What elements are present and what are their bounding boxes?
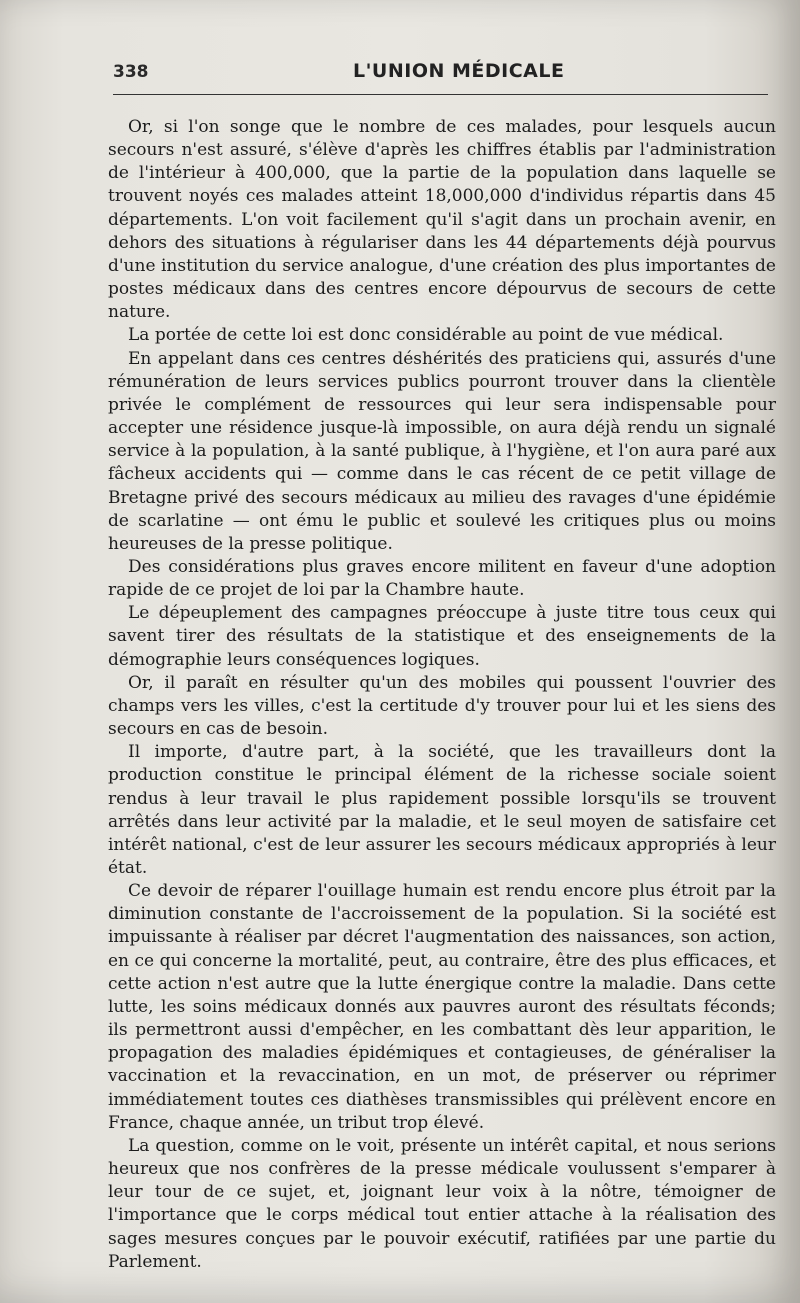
paragraph: Des considérations plus graves encore militent en faveur d'une adoption rapide de ce projet de loi par la Chambre haute. [108, 556, 776, 601]
paragraph: La question, comme on le voit, présente un intérêt capital, et nous serions heureux que nos confrères de la presse médicale voulussent s'emparer à leur tour de ce sujet, et, joignant leur voix à la nôtre, témoigner de l'importance que le corps médical tout entier attache à la réalisation des sages mesures conçues par le pouvoir exécutif, ratifiées par une partie du Parlement. [108, 1135, 776, 1272]
article-body [108, 116, 776, 1274]
paragraph: En appelant dans ces centres déshérités des praticiens qui, assurés d'une rémunération de leurs services publics pourront trouver dans la clientèle privée le complément de ressources qui leur sera indispensable pour accepter une résidence jusque-là impossible, on aura déjà rendu un signalé service à la population, à la santé publique, à l'hygiène, et l'on aura paré aux fâcheux accidents qui — comme dans le cas récent de ce petit village de Bretagne privé des secours médicaux au milieu des ravages d'une épidémie de scarlatine — ont ému le public et soulevé les critiques plus ou moins heureuses de la presse politique. [108, 348, 776, 554]
paragraph: La portée de cette loi est donc considérable au point de vue médical. [128, 325, 724, 346]
paragraph: Or, si l'on songe que le nombre de ces malades, pour lesquels aucun secours n'est assuré, s'élève d'après les chiffres établis par l'administration de l'intérieur à 400,000, que la partie de la population dans laquelle se trouvent noyés ces malades atteint 18,000,000 d'individus répartis dans 45 départements. L'on voit facilement qu'il s'agit dans un prochain avenir, en dehors des situations à régulariser dans les 44 départements déjà pourvus d'une institution du service analogue, d'une création des plus importantes de postes médicaux dans des centres encore dépourvus de secours de cette nature. [108, 117, 776, 323]
page-header [113, 60, 768, 88]
paragraph: Le dépeuplement des campagnes préoccupe à juste titre tous ceux qui savent tirer des résultats de la statistique et des enseignements de la démographie leurs conséquences logiques. [108, 603, 776, 670]
paragraph: Ce devoir de réparer l'ouillage humain est rendu encore plus étroit par la diminution constante de l'accroissement de la population. Si la société est impuissante à réaliser par décret l'augmentation des naissances, son action, en ce qui concerne la mortalité, peut, au contraire, être des plus efficaces, et cette action n'est autre que la lutte énergique contre la maladie. Dans cette lutte, les soins médicaux donnés aux pauvres auront des résultats féconds; ils permettront aussi d'empêcher, en les combattant dès leur apparition, le propagation des maladies épidémiques et contagieuses, de généraliser la vaccination et la revaccination, en un mot, de préserver ou réprimer immédiatement toutes ces diathèses transmissibles qui prélèvent encore en France, chaque année, un tribut trop élevé. [108, 881, 776, 1133]
paragraph: Or, il paraît en résulter qu'un des mobiles qui poussent l'ouvrier des champs vers les villes, c'est la certitude d'y trouver pour lui et les siens des secours en cas de besoin. [108, 672, 776, 740]
running-title: L'UNION MÉDICALE [353, 60, 565, 82]
header-rule [113, 94, 768, 95]
paragraph: Il importe, d'autre part, à la société, que les travailleurs dont la production constitue le principal élément de la richesse sociale soient rendus à leur travail le plus rapidement possible lorsqu'ils se trouvent arrêtés dans leur activité par la maladie, et le seul moyen de satisfaire cet intérêt national, c'est de leur assurer les secours médicaux appropriés à leur état. [108, 742, 776, 878]
page-number: 338 [113, 62, 149, 82]
